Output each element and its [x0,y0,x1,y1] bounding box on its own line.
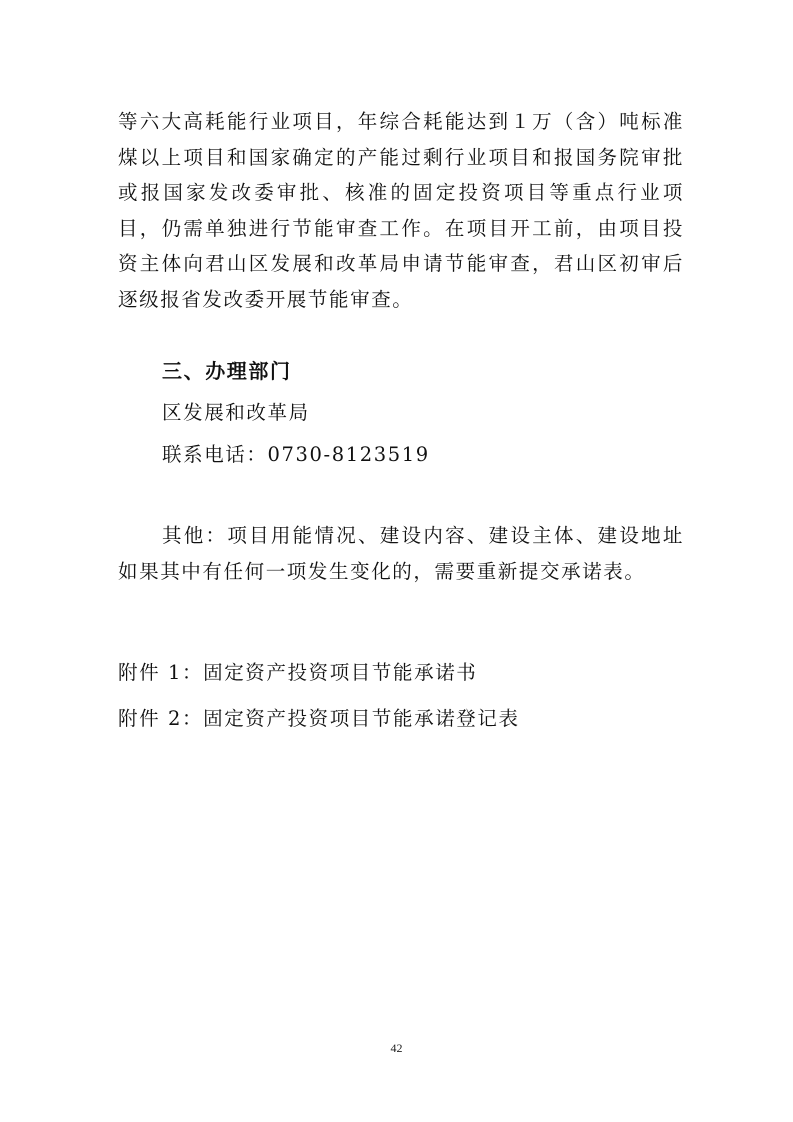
section-heading-department: 三、办理部门 [162,359,292,383]
attachment-1: 附件 1：固定资产投资项目节能承诺书 [118,661,478,684]
contact-phone: 联系电话：0730-8123519 [162,443,430,466]
department-name: 区发展和改革局 [162,401,310,424]
paragraph-other-notes: 其他：项目用能情况、建设内容、建设主体、建设地址如果其中有任何一项发生变化的，需要重新提交承诺表。 [118,524,684,583]
paragraph-energy-review: 等六大高耗能行业项目，年综合耗能达到１万（含）吨标准煤以上项目和国家确定的产能过剩行业项目和报国务院审批或报国家发改委审批、核准的固定投资项目等重点行业项目，仍需单独进行节能审查工作。在项目开工前，由项目投资主体向君山区发展和改革局申请节能审查，君山区初审后逐级报省发改委开展节能审查。 [118,110,684,311]
page-number: 42 [390,1041,403,1055]
attachment-2: 附件 2：固定资产投资项目节能承诺登记表 [118,707,520,730]
